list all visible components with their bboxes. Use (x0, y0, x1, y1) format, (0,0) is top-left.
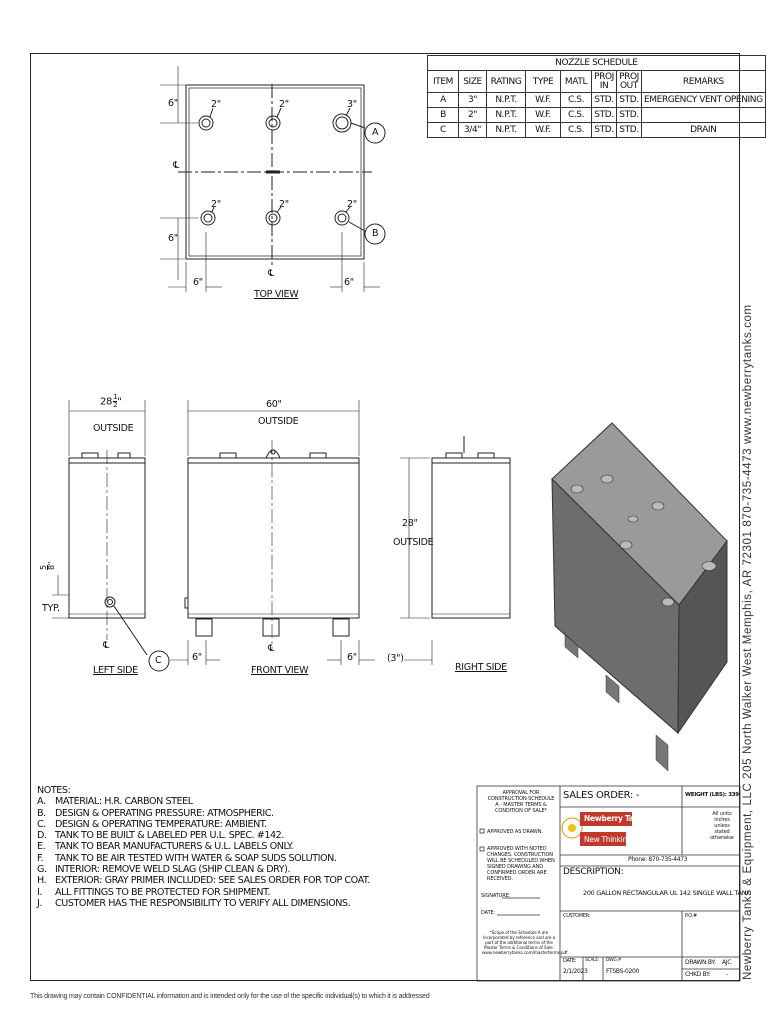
front-dim-6-left: 6" (192, 652, 202, 663)
table-row (428, 108, 766, 123)
right-side-view (400, 436, 510, 665)
company-side-text: Newberry Tanks & Equipment, LLC 205 North Walker West Memphis, AR 72301 870-735-4473 www.newberrytanks.com (742, 304, 754, 980)
dim-6-top: 6" (168, 98, 178, 109)
table-cell: STD. (617, 108, 642, 123)
centerline-mark: ℄ (268, 643, 274, 654)
signature-label: SIGNATURE: (481, 893, 511, 899)
phone: Phone: 870-735-4473 (628, 856, 688, 863)
table-cell: STD. (592, 93, 617, 108)
left-side-title: LEFT SIDE (93, 665, 138, 676)
drawn-by: AJC (722, 959, 732, 966)
col-header: SIZE (459, 71, 487, 93)
chkd-by: - (726, 971, 728, 978)
description-label: DESCRIPTION: (563, 867, 624, 877)
table-cell: B (428, 108, 459, 123)
po-label: P.O.# (685, 913, 697, 919)
table-cell (642, 108, 766, 123)
typ-label: TYP. (42, 603, 60, 614)
nozzle-size-label: 2" (279, 99, 289, 110)
nozzle-2in-icon (201, 211, 215, 225)
drain-nozzle-icon (105, 597, 115, 607)
right-dim-3: (3") (387, 653, 404, 664)
description: 200 GALLON RECTANGULAR UL 142 SINGLE WALL TANK (583, 889, 751, 897)
centerline-mark: ℄ (103, 640, 109, 651)
left-side-view (52, 400, 169, 671)
notes-title: NOTES: (37, 785, 71, 796)
nozzle-2in-icon (199, 116, 213, 130)
nozzle-2in-icon (266, 116, 280, 130)
isometric-view (552, 423, 727, 771)
dim-5-8: 5 8 " (39, 561, 56, 570)
table-cell: 3/4" (459, 123, 487, 138)
nozzle-size-label: 2" (279, 199, 289, 210)
units-note: All units inches unless stated otherwise (710, 811, 734, 841)
front-view (170, 400, 375, 665)
nozzle-3in-icon (333, 114, 351, 132)
table-row (428, 93, 766, 108)
table-cell: W.F. (526, 123, 561, 138)
nozzle-2in-icon (266, 211, 280, 225)
left-side-width-dim: 28 $\frac{1}{2}$ " (100, 393, 122, 409)
table-cell: C.S. (561, 123, 592, 138)
date-label: DATE: (481, 910, 496, 916)
col-header: MATL (561, 71, 592, 93)
centerline-mark: ℄ (173, 160, 179, 171)
nozzle-size-label: 3" (347, 99, 357, 110)
approved-with-notes: APPROVED WITH NOTED CHANGES. CONSTRUCTION WILL BE SCHEDULED WHEN SIGNED DRAWING AND CONFIRMED ORDER ARE RECEIVED. (487, 846, 555, 882)
table-cell: DRAIN (642, 123, 766, 138)
table-row (428, 123, 766, 138)
right-outside-label: OUTSIDE (393, 537, 434, 548)
table-cell: C (428, 123, 459, 138)
right-height-dim: 28" (402, 518, 418, 529)
right-side-title: RIGHT SIDE (455, 662, 507, 673)
nozzle-schedule-table (427, 55, 766, 138)
callout-b-label: B (372, 228, 379, 239)
chkd-by-label: CHKD BY: (685, 971, 711, 978)
scale-label: SCALE: (585, 958, 600, 963)
note-item: I. ALL FITTINGS TO BE PROTECTED FOR SHIPMENT. (37, 886, 271, 898)
dim-6-right: 6" (344, 277, 354, 288)
table-cell: STD. (617, 93, 642, 108)
note-item: B. DESIGN & OPERATING PRESSURE: ATMOSPHERIC. (37, 807, 274, 819)
note-item: J. CUSTOMER HAS THE RESPONSIBILITY TO VERIFY ALL DIMENSIONS. (37, 897, 351, 909)
approved-as-drawn: APPROVED AS DRAWN. (487, 829, 543, 835)
note-item: A. MATERIAL: H.R. CARBON STEEL (37, 796, 193, 808)
front-outside-label: OUTSIDE (258, 416, 299, 427)
approval-title: APPROVAL FOR CONSTRUCTION SCHEDULE A - MASTER TERMS & CONDITION OF SALE* (487, 790, 555, 814)
customer-label: CUSTOMER: (563, 913, 591, 919)
table-cell: N.P.T. (487, 123, 526, 138)
front-view-title: FRONT VIEW (251, 665, 309, 676)
table-cell: 3" (459, 93, 487, 108)
dim-6-left: 6" (193, 277, 203, 288)
weight: WEIGHT (LBS): 339 (685, 792, 739, 798)
nozzle-size-label: 2" (347, 199, 357, 210)
nozzle-size-label: 2" (211, 199, 221, 210)
col-header: TYPE (526, 71, 561, 93)
date-label-2: DATE: (563, 958, 577, 964)
callout-a-label: A (372, 127, 379, 138)
note-item: H. EXTERIOR: GRAY PRIMER INCLUDED: SEE SALES ORDER FOR TOP COAT. (37, 875, 370, 887)
table-cell: N.P.T. (487, 108, 526, 123)
nozzle-schedule-title: NOZZLE SCHEDULE (428, 56, 766, 71)
table-cell: STD. (592, 123, 617, 138)
col-header: RATING (487, 71, 526, 93)
table-cell: STD. (592, 108, 617, 123)
table-cell: C.S. (561, 93, 592, 108)
front-dim-6-right: 6" (347, 652, 357, 663)
note-item: E. TANK TO BEAR MANUFACTURERS & U.L. LABELS ONLY. (37, 841, 294, 853)
drawn-by-label: DRAWN BY: (685, 959, 716, 966)
col-header: REMARKS (642, 71, 766, 93)
table-cell: 2" (459, 108, 487, 123)
note-item: G. INTERIOR: REMOVE WELD SLAG (SHIP CLEAN & DRY). (37, 864, 291, 876)
note-item: F. TANK TO BE AIR TESTED WITH WATER & SOAP SUDS SOLUTION. (37, 852, 337, 864)
top-view-title: TOP VIEW (254, 289, 299, 300)
col-header: PROJ OUT (617, 71, 642, 93)
front-width-dim: 60" (266, 399, 282, 410)
nozzle-2in-icon (335, 211, 349, 225)
fine-print: *Scope of the Schedule A are incorporated by reference and are a part of the additional terms of the Master Terms & Conditions of Sale. www.newberrytanks.com/masterterms.pdf (482, 930, 568, 955)
table-cell: W.F. (526, 108, 561, 123)
sales-order: SALES ORDER: - (563, 790, 640, 801)
left-side-outside-label: OUTSIDE (93, 423, 134, 434)
col-header: PROJ IN (592, 71, 617, 93)
centerline-mark: ℄ (268, 268, 274, 279)
brand-name: Newberry Tanks (584, 814, 648, 823)
table-cell: W.F. (526, 93, 561, 108)
nozzle-size-label: 2" (211, 99, 221, 110)
dwg-label: DWG # (606, 958, 622, 963)
confidential-footer: This drawing may contain CONFIDENTIAL information and is intended only for the use of the specific individual(s) to which it is addressed (30, 993, 430, 1000)
table-cell: STD. (617, 123, 642, 138)
col-header: ITEM (428, 71, 459, 93)
notes-section (37, 785, 370, 909)
date-value: 2/1/2023 (563, 968, 588, 975)
note-item: D. TANK TO BE BUILT & LABELED PER U.L. SPEC. #142. (37, 830, 284, 842)
callout-c-label: C (155, 655, 162, 666)
note-item: C. DESIGN & OPERATING TEMPERATURE: AMBIENT. (37, 818, 267, 830)
brand-tagline: New Thinking (584, 835, 632, 844)
dim-6-bottom: 6" (168, 233, 178, 244)
table-cell: A (428, 93, 459, 108)
table-cell: EMERGENCY VENT OPENING (642, 93, 766, 108)
table-cell: C.S. (561, 108, 592, 123)
dwg-value: FTSBS-0200 (606, 968, 640, 975)
table-cell: N.P.T. (487, 93, 526, 108)
